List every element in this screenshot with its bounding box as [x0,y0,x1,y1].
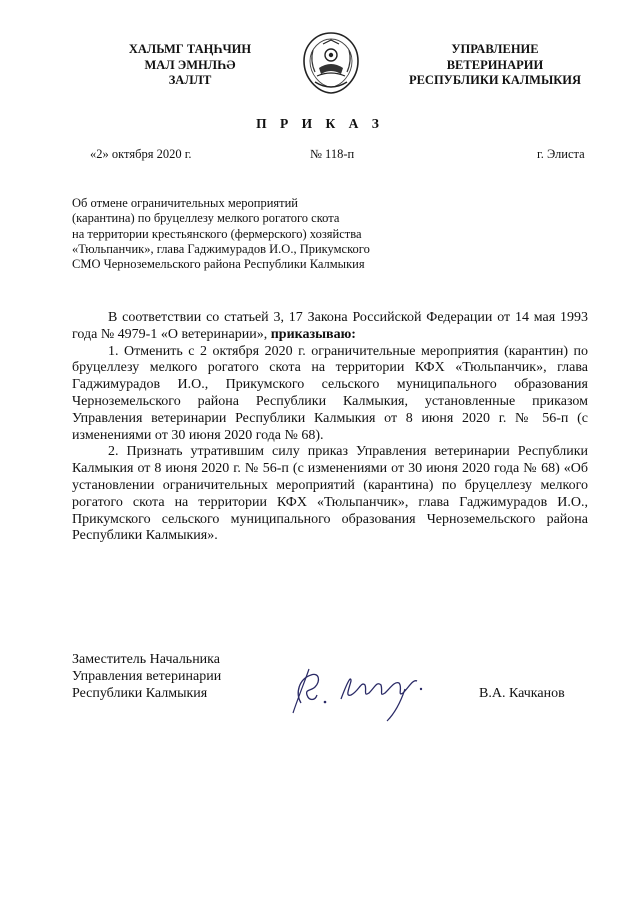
header-right-line: УПРАВЛЕНИЕ [451,42,539,56]
body-paragraph-item-1: 1. Отменить с 2 октября 2020 г. ограничительные мероприятия (карантин) по бруцеллезу мелкого рогатого скота на территории КФХ «Тюльпанчик», глава Гаджимурадов И.О., Прикумского сельского муниципального образования Черноземельского района Республики Калмыкия, установленные приказом Управления ветеринарии Республики Калмыкия от 8 июня 2020 г. № 56-п (с изменениями от 30 июня 2020 года № 68). [72,343,588,443]
subject-line: (карантина) по бруцеллезу мелкого рогатого скота [72,211,340,226]
order-keyword: приказываю: [270,326,356,342]
order-city: г. Элиста [537,147,585,161]
header-left-line: МАЛ ЭМНЛҺӘ [144,57,236,72]
document-title: П Р И К А З [256,116,384,131]
subject-line: СМО Черноземельского района Республики Калмыкия [72,257,365,272]
header-kalmyk-org-name [100,42,280,89]
signatory-name: В.А. Качканов [479,686,565,701]
order-body [72,310,588,545]
order-date: «2» октября 2020 г. [90,147,192,161]
header-right-line: ВЕТЕРИНАРИИ [446,57,544,72]
order-number: № 118-п [310,147,355,161]
subject-line: «Тюльпанчик», глава Гаджимурадов И.О., Прикумского [72,241,370,256]
preamble-text: В соответствии со статьей 3, 17 Закона Российской Федерации от 14 мая 1993 года № 4979-1 «О ветеринарии», [72,310,588,342]
order-subject [72,196,452,272]
position-line: Управления ветеринарии [72,669,222,684]
body-paragraph-item-2: 2. Признать утратившим силу приказ Управления ветеринарии Республики Калмыкия от 8 июня 2020 г. № 56-п (с изменениями от 30 июня 2020 года № 68) «Об установлении ограничительных мероприятий (карантина) по бруцеллезу мелкого рогатого скота на территории КФХ «Тюльпанчик», глава Гаджимурадов И.О., Прикумского сельского муниципального образования Черноземельского района Республики Калмыкия». [72,444,588,544]
position-line: Заместитель Начальника [72,652,220,667]
subject-line: на территории крестьянского (фермерского) хозяйства [72,226,362,241]
header-left-line: ХАЛЬМГ ТАҢҺЧИН [128,42,252,56]
body-paragraph-preamble [72,310,588,344]
header-russian-org-name [395,42,595,89]
handwritten-signature-icon [285,655,435,725]
signatory-position [72,651,221,702]
header-left-line: ЗАЛЛТ [168,73,212,87]
subject-line: Об отмене ограничительных мероприятий [72,196,299,210]
kalmykia-coat-of-arms-icon [301,30,361,96]
position-line: Республики Калмыкия [72,686,208,701]
header-right-line: РЕСПУБЛИКИ КАЛМЫКИЯ [408,73,582,87]
